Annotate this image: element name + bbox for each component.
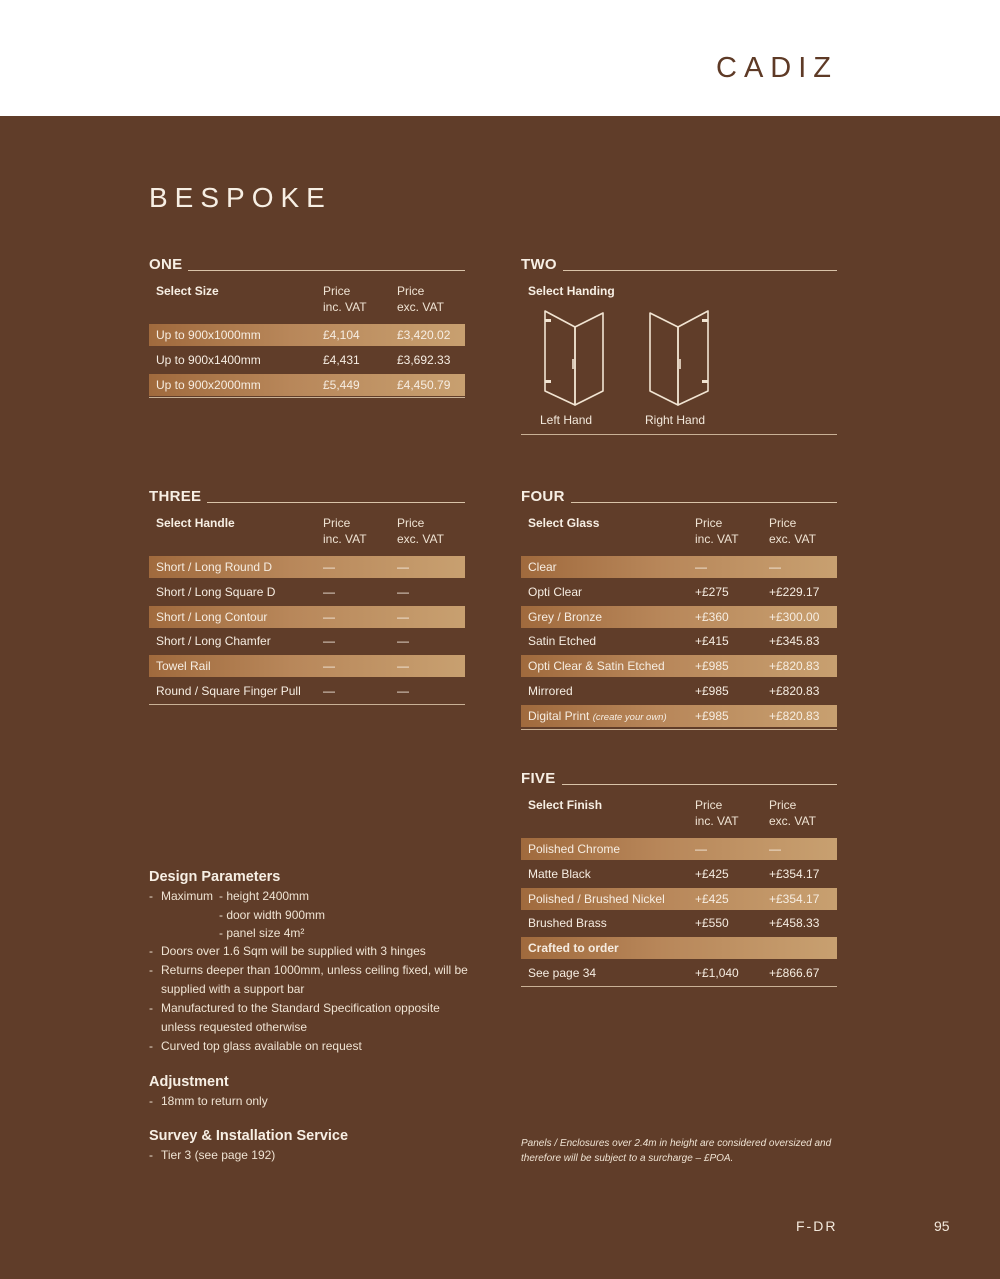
table-header — [149, 273, 465, 324]
section-title: THREE — [149, 488, 202, 505]
price-exc-vat: — — [397, 609, 409, 624]
survey-title: Survey & Installation Service — [149, 1128, 349, 1144]
option-label: Crafted to order — [528, 941, 619, 956]
section-two — [521, 253, 837, 435]
table-row[interactable] — [149, 630, 465, 652]
table-header — [149, 505, 465, 556]
option-label: Digital Print (create your own) — [528, 708, 667, 723]
option-label: Opti Clear — [528, 584, 583, 599]
price-exc-vat: £3,420.02 — [397, 328, 451, 342]
table-row[interactable] — [149, 680, 465, 702]
column-header-option: Select Size — [156, 284, 219, 298]
handing-label: Left Hand — [540, 413, 593, 427]
price-exc-vat: +£300.00 — [769, 609, 820, 624]
section-three — [149, 485, 465, 705]
section-five — [521, 767, 837, 987]
option-label: Satin Etched — [528, 634, 597, 649]
table-row[interactable] — [149, 324, 465, 346]
price-inc-vat: £4,104 — [323, 328, 360, 342]
handing-label: Right Hand — [645, 413, 706, 427]
price-exc-vat: — — [397, 634, 409, 649]
price-inc-vat: +£985 — [695, 708, 729, 723]
price-exc-vat: — — [397, 683, 409, 698]
design-parameters-title: Design Parameters — [149, 869, 281, 885]
table-row[interactable] — [521, 630, 837, 652]
adjustment — [149, 1074, 469, 1111]
price-exc-vat: +£820.83 — [769, 659, 820, 674]
table-row[interactable] — [149, 556, 465, 578]
param-item: - Returns deeper than 1000mm, unless ceiling fixed, will be supplied with a support bar — [149, 963, 468, 996]
option-label: Grey / Bronze — [528, 609, 603, 624]
option-label: Up to 900x1000mm — [156, 328, 261, 342]
table-row[interactable] — [149, 349, 465, 371]
price-inc-vat: — — [323, 634, 335, 649]
max-item: - Maximum - height 2400mm — [149, 889, 310, 903]
column-header-option: Select Glass — [528, 516, 600, 530]
table-header — [521, 273, 837, 297]
price-inc-vat: £4,431 — [323, 352, 360, 367]
price-exc-vat: +£820.83 — [769, 683, 820, 698]
price-exc-vat: — — [397, 584, 409, 599]
price-exc-vat: — — [397, 560, 409, 574]
option-label: Towel Rail — [156, 659, 211, 674]
table-row[interactable] — [149, 581, 465, 603]
option-label: See page 34 — [528, 965, 597, 980]
price-exc-vat: +£354.17 — [769, 891, 820, 906]
price-exc-vat: £4,450.79 — [397, 377, 451, 392]
price-inc-vat: +£985 — [695, 683, 729, 698]
handing-option-right[interactable] — [634, 297, 739, 427]
option-label: Round / Square Finger Pull — [156, 683, 301, 698]
table-row[interactable] — [521, 912, 837, 934]
divider — [571, 502, 837, 503]
section-title: ONE — [149, 256, 183, 273]
option-label: Short / Long Round D — [156, 560, 273, 574]
survey-item: - Tier 3 (see page 192) — [149, 1148, 276, 1162]
table-row[interactable] — [521, 962, 837, 984]
table-row[interactable] — [149, 606, 465, 628]
option-label: Short / Long Contour — [156, 609, 268, 624]
price-exc-vat: +£866.67 — [769, 965, 820, 980]
price-inc-vat: — — [695, 560, 707, 574]
adjustment-title: Adjustment — [149, 1074, 229, 1090]
column-header-price-inc: Price inc. VAT — [323, 284, 367, 314]
table-row[interactable] — [521, 937, 837, 959]
option-label: Clear — [528, 560, 557, 574]
section-title: TWO — [521, 256, 557, 273]
price-inc-vat: +£425 — [695, 866, 729, 881]
max-item: - door width 900mm — [219, 908, 326, 922]
divider — [563, 270, 837, 271]
design-parameters — [149, 869, 469, 1056]
page-number: 95 — [934, 1218, 950, 1234]
survey-installation — [149, 1128, 469, 1165]
price-inc-vat: +£415 — [695, 634, 729, 649]
option-label: Polished Chrome — [528, 842, 621, 856]
price-inc-vat: — — [323, 609, 335, 624]
footer-code: F-DR — [796, 1218, 838, 1234]
price-inc-vat: +£425 — [695, 891, 729, 906]
price-inc-vat: — — [323, 560, 335, 574]
section-one — [149, 253, 465, 398]
table-row[interactable] — [521, 680, 837, 702]
section-title: FIVE — [521, 770, 556, 787]
divider — [149, 397, 465, 398]
option-label: Matte Black — [528, 866, 591, 881]
page-title: BESPOKE — [149, 182, 332, 213]
price-inc-vat: — — [323, 683, 335, 698]
left-hand-enclosure-icon — [539, 307, 609, 407]
table-row[interactable] — [521, 606, 837, 628]
price-inc-vat: +£550 — [695, 916, 729, 931]
price-inc-vat: — — [695, 842, 707, 856]
price-exc-vat: +£458.33 — [769, 916, 820, 931]
option-label: Polished / Brushed Nickel — [528, 891, 665, 906]
main-panel — [0, 116, 1000, 1279]
table-row[interactable] — [521, 581, 837, 603]
section-four — [521, 485, 837, 730]
param-item: - Manufactured to the Standard Specification opposite unless requested otherwise — [149, 1001, 440, 1034]
right-hand-enclosure-icon — [644, 307, 714, 407]
max-item: - panel size 4m² — [219, 926, 305, 940]
option-note: (create your own) — [592, 711, 667, 723]
table-row[interactable] — [521, 556, 837, 578]
adjustment-item: - 18mm to return only — [149, 1094, 268, 1108]
handing-option-left[interactable] — [529, 297, 634, 427]
param-item: - Doors over 1.6 Sqm will be supplied with 3 hinges — [149, 944, 426, 958]
table-row[interactable] — [521, 888, 837, 910]
option-label: Short / Long Square D — [156, 584, 276, 599]
column-header-price-exc: Price exc. VAT — [769, 798, 816, 828]
price-inc-vat: +£1,040 — [695, 965, 739, 980]
table-row[interactable] — [149, 374, 465, 396]
table-row[interactable] — [521, 705, 837, 727]
price-exc-vat: +£820.83 — [769, 708, 820, 723]
oversize-footnote: Panels / Enclosures over 2.4m in height are considered oversized and therefore will be subject to a surcharge – £POA. — [521, 1138, 832, 1164]
table-header — [521, 787, 837, 838]
column-header-price-exc: Price exc. VAT — [769, 516, 816, 546]
handing-heading: Select Handing — [528, 284, 615, 298]
handing-options — [521, 297, 837, 427]
price-exc-vat: — — [397, 659, 409, 674]
divider — [207, 502, 465, 503]
price-inc-vat: +£985 — [695, 659, 729, 674]
divider — [521, 729, 837, 730]
price-inc-vat: — — [323, 659, 335, 674]
option-label: Opti Clear & Satin Etched — [528, 659, 665, 674]
table-row[interactable] — [149, 655, 465, 677]
divider — [188, 270, 465, 271]
column-header-price-inc: Price inc. VAT — [695, 798, 739, 828]
column-header-option: Select Handle — [156, 516, 235, 530]
table-row[interactable] — [521, 863, 837, 885]
divider — [149, 704, 465, 705]
price-exc-vat: +£345.83 — [769, 634, 820, 649]
table-row[interactable] — [521, 655, 837, 677]
table-header — [521, 505, 837, 556]
column-header-option: Select Finish — [528, 798, 603, 812]
option-label: Short / Long Chamfer — [156, 634, 271, 649]
page-header — [0, 0, 1000, 116]
table-row[interactable] — [521, 838, 837, 860]
option-label: Mirrored — [528, 683, 573, 698]
price-exc-vat: — — [769, 842, 781, 856]
price-inc-vat: +£360 — [695, 609, 729, 624]
brand-title: CADIZ — [716, 52, 838, 84]
price-exc-vat: +£354.17 — [769, 866, 820, 881]
section-title: FOUR — [521, 488, 565, 505]
price-inc-vat: +£275 — [695, 584, 729, 599]
price-exc-vat: +£229.17 — [769, 584, 820, 599]
column-header-price-inc: Price inc. VAT — [323, 516, 367, 546]
divider — [562, 784, 837, 785]
option-label: Brushed Brass — [528, 916, 607, 931]
option-label: Up to 900x1400mm — [156, 352, 261, 367]
price-exc-vat: — — [769, 560, 781, 574]
param-item: - Curved top glass available on request — [149, 1039, 362, 1053]
column-header-price-inc: Price inc. VAT — [695, 516, 739, 546]
price-inc-vat: — — [323, 584, 335, 599]
price-inc-vat: £5,449 — [323, 377, 360, 392]
divider — [521, 986, 837, 987]
column-header-price-exc: Price exc. VAT — [397, 284, 444, 314]
price-exc-vat: £3,692.33 — [397, 352, 451, 367]
divider — [521, 434, 837, 435]
column-header-price-exc: Price exc. VAT — [397, 516, 444, 546]
option-label: Up to 900x2000mm — [156, 377, 261, 392]
